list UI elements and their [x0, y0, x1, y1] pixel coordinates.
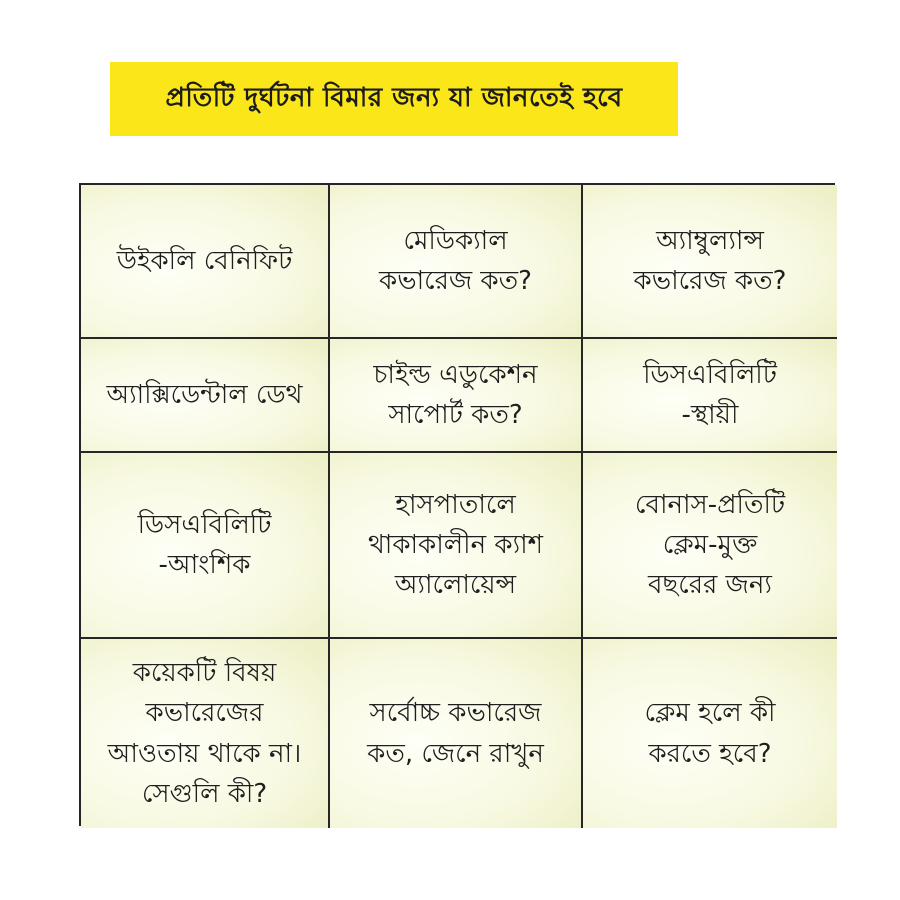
grid-cell-child-education: [330, 339, 583, 453]
grid-cell-hospital-cash: [330, 453, 583, 639]
cell-text: সর্বোচ্চ কভারেজ কত, জেনে রাখুন: [367, 698, 544, 769]
grid-cell-max-coverage: [330, 639, 583, 828]
grid-cell-exclusions: [81, 639, 330, 828]
cell-text: ক্লেম হলে কী করতে হবে?: [644, 698, 776, 769]
cell-text: অ্যাক্সিডেন্টাল ডেথ: [106, 379, 303, 410]
cell-text: অ্যাম্বুল্যান্স কভারেজ কত?: [633, 225, 787, 296]
page-title: প্রতিটি দুর্ঘটনা বিমার জন্য যা জানতেই হবে: [165, 83, 623, 113]
grid-cell-accidental-death: [81, 339, 330, 453]
grid-cell-claim-process: [583, 639, 837, 828]
cell-text: ডিসএবিলিটি -আংশিক: [137, 509, 272, 580]
grid-cell-partial-disability: [81, 453, 330, 639]
cell-text: হাসপাতালে থাকাকালীন ক্যাশ অ্যালোয়েন্স: [367, 489, 544, 601]
cell-text: বোনাস-প্রতিটি ক্লেম-মুক্ত বছরের জন্য: [634, 489, 786, 601]
grid-cell-weekly-benefit: [81, 185, 330, 339]
grid-cell-medical-coverage: [330, 185, 583, 339]
cell-text: মেডিক্যাল কভারেজ কত?: [379, 225, 532, 296]
title-banner: [110, 62, 678, 136]
grid-cell-permanent-disability: [583, 339, 837, 453]
cell-text: ডিসএবিলিটি -স্থায়ী: [643, 359, 777, 430]
cell-text: কয়েকটি বিষয় কভারেজের আওতায় থাকে না। সেগুলি কী?: [107, 657, 302, 809]
info-grid: [79, 183, 835, 826]
grid-cell-claim-free-bonus: [583, 453, 837, 639]
grid-cell-ambulance-coverage: [583, 185, 837, 339]
cell-text: উইকলি বেনিফিট: [116, 245, 293, 276]
cell-text: চাইল্ড এডুকেশন সাপোর্ট কত?: [373, 359, 538, 430]
